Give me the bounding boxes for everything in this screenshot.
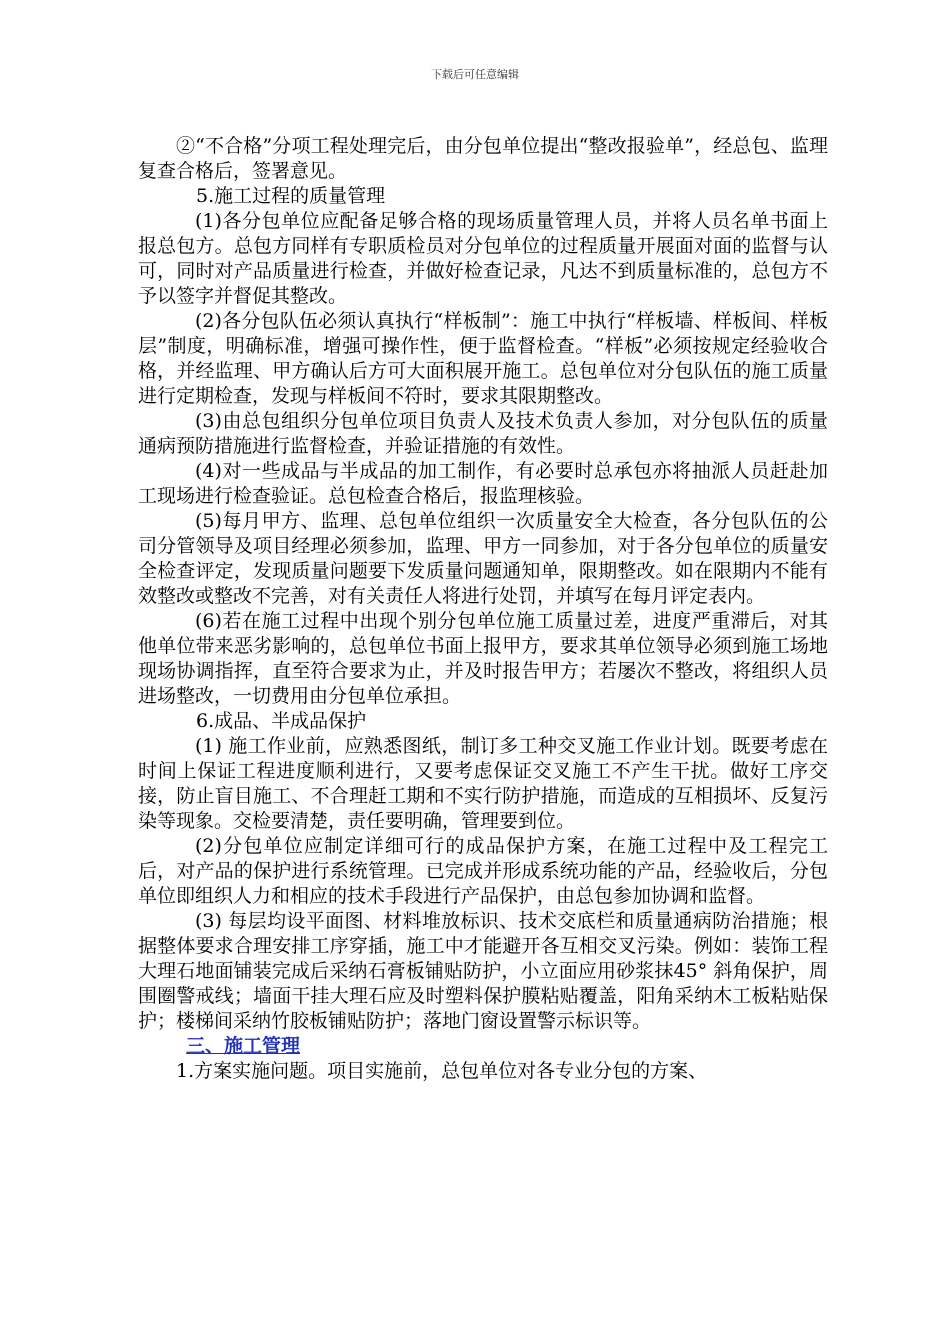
section-heading: 6.成品、半成品保护 bbox=[196, 710, 367, 732]
section-heading: 5.施工过程的质量管理 bbox=[196, 185, 386, 207]
paragraph: (5)每月甲方、监理、总包单位组织一次质量安全大检查，各分包队伍的公司分管领导及项目经理必须参加，监理、甲方一同参加，对于各分包单位的质量安全检查评定，发现质量问题要下发质量问题通知单，限期整改。如在限期内不能有效整改或整改不完善，对有关责任人将进行处罚，并填写在每月评定表内。 bbox=[138, 510, 828, 607]
paragraph: (2)各分包队伍必须认真执行“样板制”：施工中执行“样板墙、样板间、样板层”制度，明确标准，增强可操作性，便于监督检查。“样板”必须按规定经验收合格，并经监理、甲方确认后方可大面积展开施工。总包单位对分包队伍的施工质量进行定期检查，发现与样板间不符时，要求其限期整改。 bbox=[138, 310, 828, 407]
paragraph: 1.方案实施问题。项目实施前，总包单位对各专业分包的方案、 bbox=[176, 1060, 708, 1082]
paragraph: (1)各分包单位应配备足够合格的现场质量管理人员，并将人员名单书面上报总包方。总包方同样有专职质检员对分包单位的过程质量开展面对面的监督与认可，同时对产品质量进行检查，并做好检查记录，凡达不到质量标准的，总包方不予以签字并督促其整改。 bbox=[138, 210, 828, 307]
document-body bbox=[138, 134, 828, 1084]
paragraph: ②“不合格”分项工程处理完后，由分包单位提出“整改报验单”，经总包、监理复查合格后，签署意见。 bbox=[138, 135, 828, 182]
paragraph: (6)若在施工过程中出现个别分包单位施工质量过差，进度严重滞后，对其他单位带来恶劣影响的，总包单位书面上报甲方，要求其单位领导必须到施工场地现场协调指挥，直至符合要求为止，并及时报告甲方；若屡次不整改，将组织人员进场整改，一切费用由分包单位承担。 bbox=[138, 610, 828, 707]
chapter-heading-link[interactable]: 三、施工管理 bbox=[186, 1035, 301, 1057]
paragraph: (3) 每层均设平面图、材料堆放标识、技术交底栏和质量通病防治措施；根据整体要求合理安排工序穿插，施工中才能避开各互相交叉污染。例如：装饰工程大理石地面铺装完成后采纳石膏板铺贴防护，小立面应用砂浆抹45° 斜角保护，周围圈警戒线；墙面干挂大理石应及时塑料保护膜粘贴覆盖，阳角采纳木工板粘贴保护；楼梯间采纳竹胶板铺贴防护；落地门窗设置警示标识等。 bbox=[138, 910, 828, 1032]
paragraph: (3)由总包组织分包单位项目负责人及技术负责人参加，对分包队伍的质量通病预防措施进行监督检查，并验证措施的有效性。 bbox=[138, 410, 828, 457]
paragraph: (4)对一些成品与半成品的加工制作，有必要时总承包亦将抽派人员赶赴加工现场进行检查验证。总包检查合格后，报监理核验。 bbox=[138, 460, 828, 507]
paragraph: (1) 施工作业前，应熟悉图纸，制订多工种交叉施工作业计划。既要考虑在时间上保证工程进度顺利进行，又要考虑保证交叉施工不产生干扰。做好工序交接，防止盲目施工、不合理赶工期和不实行防护措施，而造成的互相损坏、反复污染等现象。交检要清楚，责任要明确，管理要到位。 bbox=[138, 735, 828, 832]
page-header: 下载后可任意编辑 bbox=[431, 68, 519, 81]
paragraph: (2)分包单位应制定详细可行的成品保护方案，在施工过程中及工程完工后，对产品的保护进行系统管理。已完成并形成系统功能的产品，经验收后，分包单位即组织人力和相应的技术手段进行产品保护，由总包参加协调和监督。 bbox=[138, 835, 828, 907]
